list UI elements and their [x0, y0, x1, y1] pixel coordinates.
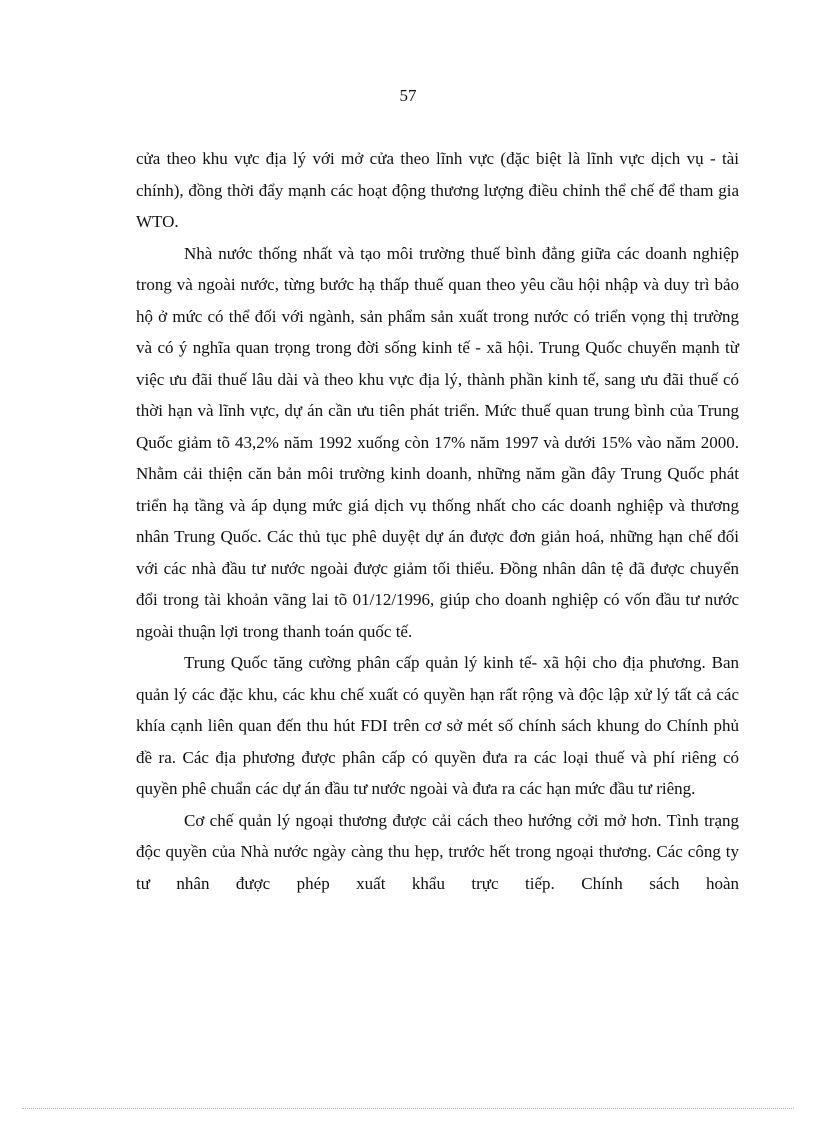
paragraph-foreign-trade: Cơ chế quản lý ngoại thương được cải cách theo hướng cởi mở hơn. Tình trạng độc quyền của Nhà nước ngày càng thu hẹp, trước hết trong ngoại thương. Các công ty tư nhân được phép xuất khẩu trực tiếp. Chính sách hoàn [136, 810, 739, 893]
paragraph-continuation: cửa theo khu vực địa lý với mở cửa theo lĩnh vực (đặc biệt là lĩnh vực dịch vụ - tài chính), đồng thời đẩy mạnh các hoạt động thương lượng điều chỉnh thể chế để tham gia WTO. [136, 149, 739, 231]
paragraph-tax-policy: Nhà nước thống nhất và tạo môi trường thuế bình đẳng giữa các doanh nghiệp trong và ngoài nước, từng bước hạ thấp thuế quan theo yêu cầu hội nhập và duy trì bảo hộ ở mức có thể đối với ngành, sản phẩm sản xuất trong nước có triển vọng thị trường và có ý nghĩa quan trọng trong đời sống kinh tế - xã hội. Trung Quốc chuyển mạnh từ việc ưu đãi thuế lâu dài và theo khu vực địa lý, thành phần kinh tế, sang ưu đãi thuế có thời hạn và lĩnh vực, dự án cần ưu tiên phát triển. Mức thuế quan trung bình của Trung Quốc giảm tõ 43,2% năm 1992 xuống còn 17% năm 1997 và dưới 15% vào năm 2000. Nhằm cải thiện căn bản môi trường kinh doanh, những năm gần đây Trung Quốc phát triển hạ tầng và áp dụng mức giá dịch vụ thống nhất cho các doanh nghiệp và thương nhân Trung Quốc. Các thủ tục phê duyệt dự án được đơn giản hoá, những hạn chế đối với các nhà đầu tư nước ngoài được giảm tối thiểu. Đồng nhân dân tệ đã được chuyển đổi trong tài khoản vãng lai tõ 01/12/1996, giúp cho doanh nghiệp có vốn đầu tư nước ngoài thuận lợi trong thanh toán quốc tế. [136, 243, 739, 641]
page-bottom-rule [22, 1108, 794, 1109]
paragraph-decentralization: Trung Quốc tăng cường phân cấp quản lý kinh tế- xã hội cho địa phương. Ban quản lý các đặc khu, các khu chế xuất có quyền hạn rất rộng và độc lập xử lý tất cả các khía cạnh liên quan đến thu hút FDI trên cơ sở mét số chính sách khung do Chính phủ đề ra. Các địa phương được phân cấp có quyền đưa ra các loại thuế và phí riêng có quyền phê chuẩn các dự án đầu tư nước ngoài và đưa ra các hạn mức đầu tư riêng. [136, 653, 739, 798]
page-number: 57 [399, 86, 417, 105]
document-body [136, 143, 739, 899]
